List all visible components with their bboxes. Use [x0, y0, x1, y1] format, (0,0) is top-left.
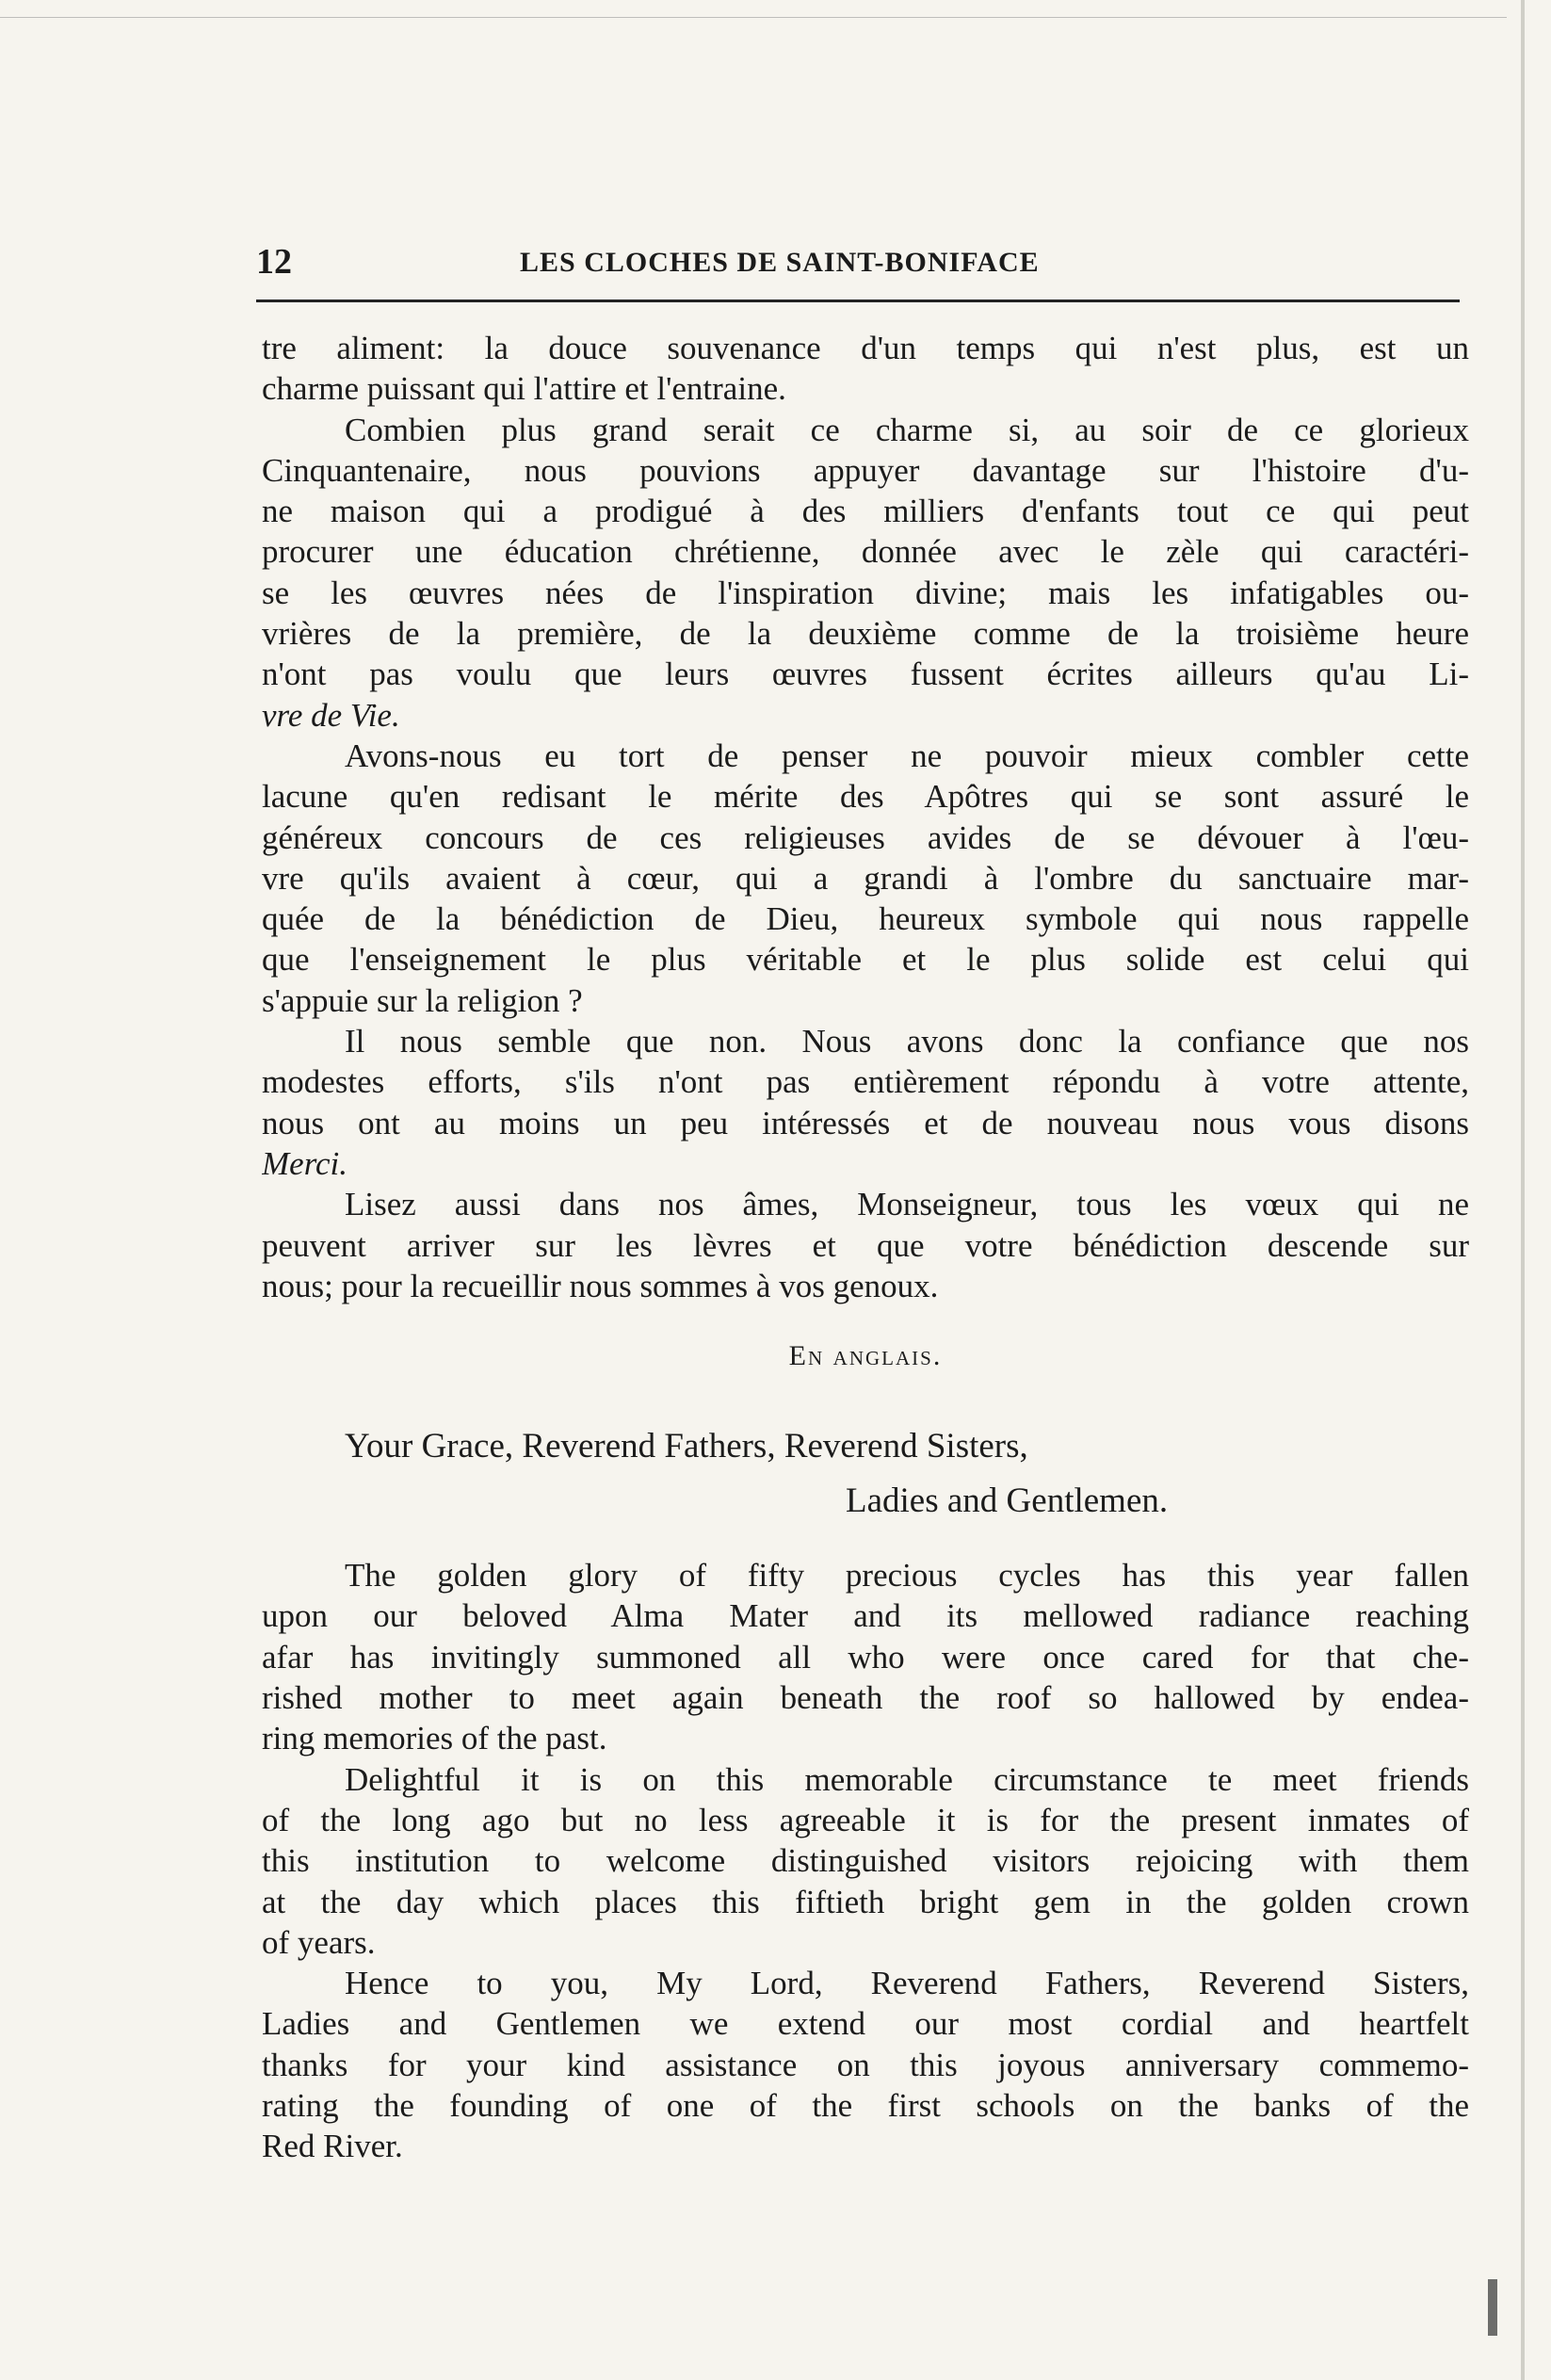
text-line: se les œuvres nées de l'inspiration divine; mais les infatigables ou-	[262, 574, 1469, 611]
text-line: of years.	[262, 1923, 376, 1961]
text-line: vre qu'ils avaient à cœur, qui a grandi à l'ombre du sanctuaire mar-	[262, 859, 1469, 897]
text-line: lacune qu'en redisant le mérite des Apôtres qui se sont assuré le	[262, 778, 1469, 816]
text-line: Il nous semble que non. Nous avons donc la confiance que nos	[345, 1023, 1469, 1060]
running-title: LES CLOCHES DE SAINT-BONIFACE	[520, 247, 1040, 278]
text-line: procurer une éducation chrétienne, donnée avec le zèle qui caractéri-	[262, 533, 1469, 571]
text-line: Avons-nous eu tort de penser ne pouvoir mieux combler cette	[345, 737, 1469, 774]
text-line: ne maison qui a prodigué à des milliers d'enfants tout ce qui peut	[262, 493, 1469, 530]
text-line: tre aliment: la douce souvenance d'un temps qui n'est plus, est un	[262, 330, 1469, 366]
text-line: vre de Vie.	[262, 696, 400, 734]
text-line: charme puissant qui l'attire et l'entraine.	[262, 370, 786, 408]
header-rule	[256, 300, 1460, 302]
text-line: s'appuie sur la religion ?	[262, 981, 583, 1019]
text-line: afar has invitingly summoned all who were once cared for that che-	[262, 1638, 1469, 1676]
text-line: n'ont pas voulu que leurs œuvres fussent écrites ailleurs qu'au Li-	[262, 656, 1469, 693]
text-line: Lisez aussi dans nos âmes, Monseigneur, tous les vœux qui ne	[345, 1186, 1469, 1223]
text-line: Combien plus grand serait ce charme si, au soir de ce glorieux	[345, 411, 1469, 448]
text-line: rating the founding of one of the first schools on the banks of the	[262, 2086, 1469, 2124]
binding-mark	[1488, 2279, 1497, 2336]
page-body	[262, 328, 1469, 2167]
text-line: upon our beloved Alma Mater and its mellowed radiance reaching	[262, 1597, 1469, 1635]
text-line: nous ont au moins un peu intéressés et de nouveau nous vous disons	[262, 1104, 1469, 1141]
text-line: nous; pour la recueillir nous sommes à vos genoux.	[262, 1267, 939, 1304]
text-line: thanks for your kind assistance on this joyous anniversary commemo-	[262, 2046, 1469, 2083]
text-line: modestes efforts, s'ils n'ont pas entièrement répondu à votre attente,	[262, 1063, 1469, 1101]
page-header	[256, 237, 1460, 294]
text-line: rished mother to meet again beneath the roof so hallowed by endea-	[262, 1679, 1469, 1717]
text-line: Hence to you, My Lord, Reverend Fathers, Reverend Sisters,	[345, 1965, 1469, 2002]
text-line: peuvent arriver sur les lèvres et que votre bénédiction descende sur	[262, 1226, 1469, 1264]
text-line: quée de la bénédiction de Dieu, heureux symbole qui nous rappelle	[262, 900, 1469, 938]
text-line: généreux concours de ces religieuses avides de se dévouer à l'œu-	[262, 818, 1469, 856]
page-right-edge	[1521, 0, 1525, 2380]
text-line: Merci.	[262, 1144, 348, 1182]
text-line: Ladies and Gentlemen we extend our most cordial and heartfelt	[262, 2005, 1469, 2043]
page-number: 12	[256, 242, 292, 282]
text-line: vrières de la première, de la deuxième comme de la troisième heure	[262, 615, 1469, 653]
top-edge-line	[0, 17, 1507, 18]
text-line: que l'enseignement le plus véritable et le plus solide est celui qui	[262, 941, 1469, 979]
text-line: ring memories of the past.	[262, 1720, 607, 1757]
text-line: Red River.	[262, 2128, 403, 2165]
text-line: The golden glory of fifty precious cycles has this year fallen	[345, 1557, 1469, 1595]
text-line: Delightful it is on this memorable circumstance te meet friends	[345, 1760, 1469, 1798]
text-line: Cinquantenaire, nous pouvions appuyer davantage sur l'histoire d'u-	[262, 451, 1469, 489]
text-line: of the long ago but no less agreeable it is for the present inmates of	[262, 1801, 1469, 1838]
text-line: at the day which places this fiftieth bright gem in the golden crown	[262, 1883, 1469, 1920]
salutation-line: Ladies and Gentlemen.	[846, 1481, 1169, 1521]
text-line: this institution to welcome distinguished visitors rejoicing with them	[262, 1842, 1469, 1880]
salutation-line: Your Grace, Reverend Fathers, Reverend Sisters,	[345, 1427, 1028, 1466]
section-title: En anglais.	[788, 1340, 943, 1372]
